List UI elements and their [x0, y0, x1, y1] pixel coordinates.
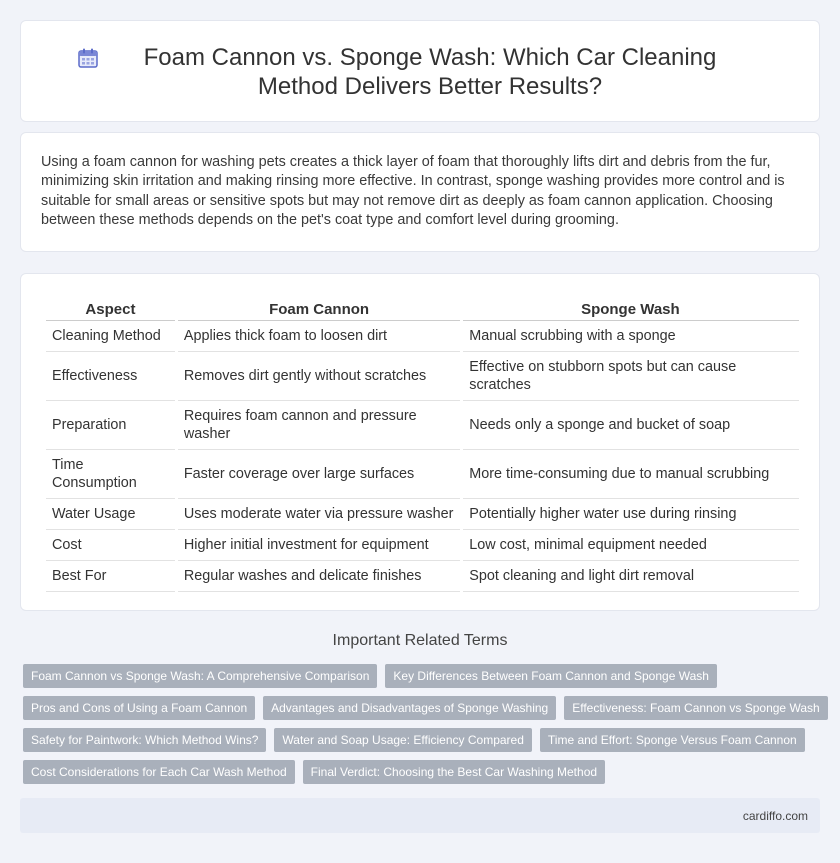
title-card [20, 20, 820, 122]
table-cell: Manual scrubbing with a sponge [462, 320, 799, 351]
table-cell: Potentially higher water use during rinsing [462, 498, 799, 529]
table-row [45, 498, 800, 529]
table-cell: Cost [45, 529, 177, 560]
table-cell: Uses moderate water via pressure washer [176, 498, 461, 529]
site-link[interactable]: cardiffo.com [742, 809, 808, 823]
tag-row [23, 760, 823, 784]
footer-bar [20, 798, 820, 833]
table-row [45, 351, 800, 400]
table-cell: Water Usage [45, 498, 177, 529]
tag-row [23, 728, 823, 752]
table-cell: Low cost, minimal equipment needed [462, 529, 799, 560]
table-cell: Cleaning Method [45, 320, 177, 351]
table-cell: Removes dirt gently without scratches [176, 351, 461, 400]
related-term-tag[interactable]: Cost Considerations for Each Car Wash Method [23, 760, 295, 784]
table-cell: Higher initial investment for equipment [176, 529, 461, 560]
related-term-tag[interactable]: Key Differences Between Foam Cannon and Sponge Wash [385, 664, 717, 688]
related-term-tag[interactable]: Safety for Paintwork: Which Method Wins? [23, 728, 266, 752]
related-terms-list [23, 664, 823, 792]
column-header-sponge-wash: Sponge Wash [462, 296, 799, 320]
intro-card [20, 132, 820, 252]
table-cell: Effective on stubborn spots but can cause scratches [462, 351, 799, 400]
table-cell: Preparation [45, 400, 177, 449]
related-term-tag[interactable]: Effectiveness: Foam Cannon vs Sponge Wash [564, 696, 827, 720]
related-terms-heading: Important Related Terms [332, 632, 508, 649]
related-term-tag[interactable]: Time and Effort: Sponge Versus Foam Cannon [540, 728, 805, 752]
comparison-table [43, 296, 799, 592]
table-row [45, 449, 800, 498]
tag-row [23, 696, 823, 720]
intro-paragraph: Using a foam cannon for washing pets creates a thick layer of foam that thoroughly lifts dirt and debris from the fur, minimizing skin irritation and making rinsing more effective. In contrast, sponge washing provides more control and is suitable for small areas or sensitive spots but may not remove dirt as deeply as foam cannon application. Choosing between these methods depends on the pet's coat type and comfort level during grooming. [41, 154, 785, 229]
table-row [45, 529, 800, 560]
page-title: Foam Cannon vs. Sponge Wash: Which Car Cleaning Method Delivers Better Results? [143, 44, 717, 100]
table-cell: Time Consumption [45, 449, 177, 498]
tag-row [23, 664, 823, 688]
table-cell: Requires foam cannon and pressure washer [176, 400, 461, 449]
table-row [45, 560, 800, 591]
related-term-tag[interactable]: Water and Soap Usage: Efficiency Compared [274, 728, 531, 752]
related-term-tag[interactable]: Foam Cannon vs Sponge Wash: A Comprehensive Comparison [23, 664, 377, 688]
table-row [45, 400, 800, 449]
table-cell: Faster coverage over large surfaces [176, 449, 461, 498]
related-term-tag[interactable]: Pros and Cons of Using a Foam Cannon [23, 696, 255, 720]
table-cell: Regular washes and delicate finishes [176, 560, 461, 591]
table-cell: More time-consuming due to manual scrubbing [462, 449, 799, 498]
column-header-foam-cannon: Foam Cannon [176, 296, 461, 320]
table-cell: Needs only a sponge and bucket of soap [462, 400, 799, 449]
table-cell: Spot cleaning and light dirt removal [462, 560, 799, 591]
table-cell: Applies thick foam to loosen dirt [176, 320, 461, 351]
table-header-row [45, 296, 800, 320]
table-cell: Effectiveness [45, 351, 177, 400]
column-header-aspect: Aspect [45, 296, 177, 320]
comparison-card [20, 273, 820, 611]
table-row [45, 320, 800, 351]
table-cell: Best For [45, 560, 177, 591]
related-term-tag[interactable]: Final Verdict: Choosing the Best Car Washing Method [303, 760, 605, 784]
related-term-tag[interactable]: Advantages and Disadvantages of Sponge Washing [263, 696, 556, 720]
